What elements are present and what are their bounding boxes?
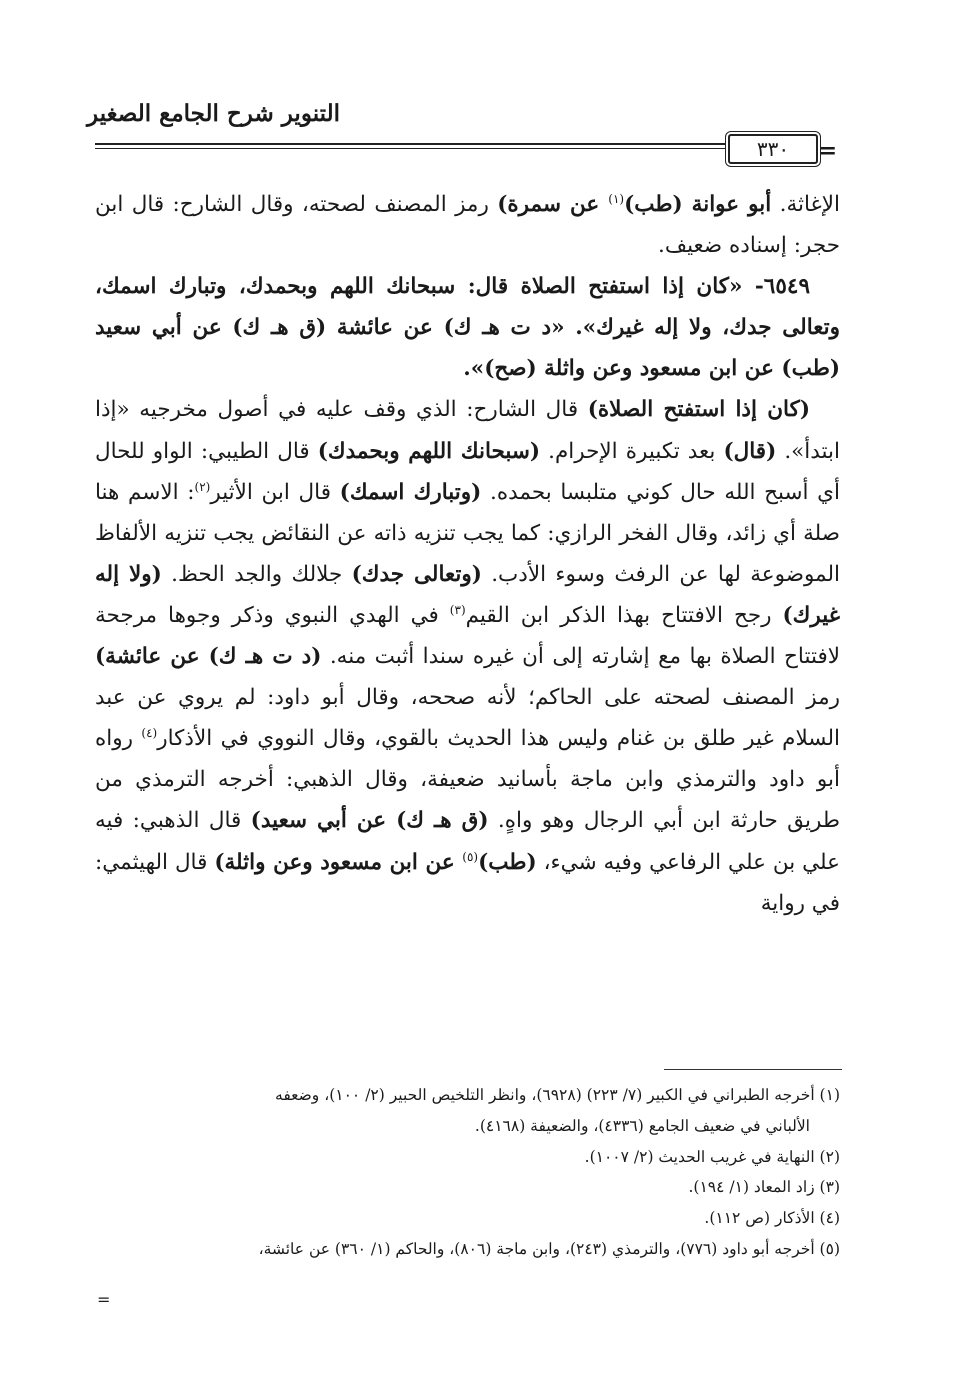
- source-ref: (طب): [478, 849, 537, 875]
- quoted-phrase: (كان إذا استفتح الصلاة): [587, 397, 810, 423]
- source-ref: (د ت هـ ك) عن عائشة): [95, 644, 322, 670]
- source-ref: (ق هـ ك) عن أبي سعيد): [250, 808, 489, 834]
- quoted-phrase: (قال): [723, 438, 777, 464]
- text-run: قال ابن الأثير: [210, 479, 340, 505]
- source-ref: عن ابن مسعود وعن واثلة): [214, 849, 463, 875]
- source-ref: أبو عوانة (طب): [624, 192, 772, 217]
- text-run: قال الهيثمي: في رواية: [95, 849, 840, 916]
- footnote-2: (٢) النهاية في غريب الحديث (٢/ ١٠٠٧).: [584, 1147, 840, 1166]
- double-rule-bottom: [95, 148, 727, 149]
- footnote-1-continued: الألباني في ضعيف الجامع (٤٣٣٦)، والضعيفة (٤١٦٨).: [474, 1116, 810, 1135]
- paragraph-1: [95, 184, 840, 266]
- text-run: رواه أبو داود والترمذي وابن ماجة بأسانيد ضعيفة، وقال الذهبي: أخرجه الترمذي من طريق حارثة ابن أبي الرجال وهو واهٍ.: [95, 726, 841, 834]
- text-run: رمز المصنف لصحته، وقال الشارح: قال ابن حجر: إسناده ضعيف.: [95, 192, 840, 259]
- quoted-phrase: (وتبارك اسمك): [339, 479, 482, 505]
- page-number: ٣٣٠: [728, 134, 818, 164]
- rule-end-mark: =: [818, 138, 837, 164]
- text-run: بعد تكبيرة الإحرام.: [540, 438, 724, 464]
- hadith-entry: ٦٥٤٩- «كان إذا استفتح الصلاة قال: سبحانك اللهم وبحمدك، وتبارك اسمك، وتعالى جدك، ولا إله غيرك». «د ت هـ ك) عن عائشة (ق هـ ك) عن أبي سعيد (طب) عن ابن مسعود وعن واثلة (صح)».: [95, 274, 840, 382]
- footnotes: [95, 1080, 840, 1265]
- footnote-separator: [664, 1069, 842, 1070]
- footnote-5: (٥) أخرجه أبو داود (٧٧٦)، والترمذي (٢٤٣)، وابن ماجة (٨٠٦)، والحاكم (١/ ٣٦٠) عن عائشة،: [258, 1239, 840, 1258]
- footnote-marker: (١): [608, 191, 625, 206]
- quoted-phrase: (سبحانك اللهم وبحمدك): [317, 438, 541, 464]
- main-text: [95, 184, 840, 924]
- text-run: : الاسم هنا صلة أي زائد، وقال الفخر الرازي: كما يجب تنزيه ذاته عن النقائض يجب تنزيه الألفاظ الموضوعة لها عن الرفث وسوء الأدب.: [95, 479, 841, 587]
- text-run: قال الطيبي: الواو للحال أي أسبح الله حال كوني متلبسا بحمده.: [95, 438, 840, 505]
- footnote-marker: (٣): [449, 602, 466, 617]
- text-run: جلالك والجد الحظ.: [161, 561, 352, 587]
- text-run: في الهدي النبوي وذكر وجوها مرجحة لافتتاح الصلاة بها مع إشارته إلى أن غيره سندا أثبت منه.: [95, 602, 841, 670]
- quoted-phrase: (ولا إله غيرك): [95, 561, 840, 628]
- footnote-marker: (٤): [141, 726, 158, 741]
- text-run: قال الذهبي: فيه علي بن علي الرفاعي وفيه شيء،: [95, 808, 840, 875]
- header-rule: [95, 134, 837, 164]
- continuation-mark: =: [97, 1290, 111, 1309]
- text-run: رمز المصنف لصحته على الحاكم؛ لأنه صححه، وقال أبو داود: لم يروي عن عبد السلام غير طلق بن غنام وليس هذا الحديث بالقوي، وقال النووي في الأذكار: [95, 685, 840, 752]
- footnote-3: (٣) زاد المعاد (١/ ١٩٤).: [688, 1178, 840, 1197]
- footnote-1: (١) أخرجه الطبراني في الكبير (٧/ ٢٢٣) (٦٩٢٨)، وانظر التلخيص الحبير (٢/ ١٠٠)، وضعفه: [275, 1086, 840, 1104]
- double-rule-top: [95, 143, 727, 145]
- commentary-paragraph: [95, 389, 840, 923]
- text-run: الإغاثة.: [771, 192, 840, 217]
- running-title: التنوير شرح الجامع الصغير: [87, 100, 340, 127]
- text-run: رجح الافتتاح بهذا الذكر ابن القيم: [465, 602, 783, 628]
- text-run: قال الشارح: الذي وقف عليه في أصول مخرجيه «إذا ابتدأ».: [95, 397, 841, 464]
- source-ref: عن سمرة): [497, 192, 609, 217]
- footnote-4: (٤) الأذكار (ص ١١٢).: [704, 1209, 840, 1228]
- footnote-marker: (٥): [462, 849, 479, 864]
- footnote-marker: (٢): [194, 479, 211, 494]
- quoted-phrase: (وتعالى جدك): [351, 561, 482, 587]
